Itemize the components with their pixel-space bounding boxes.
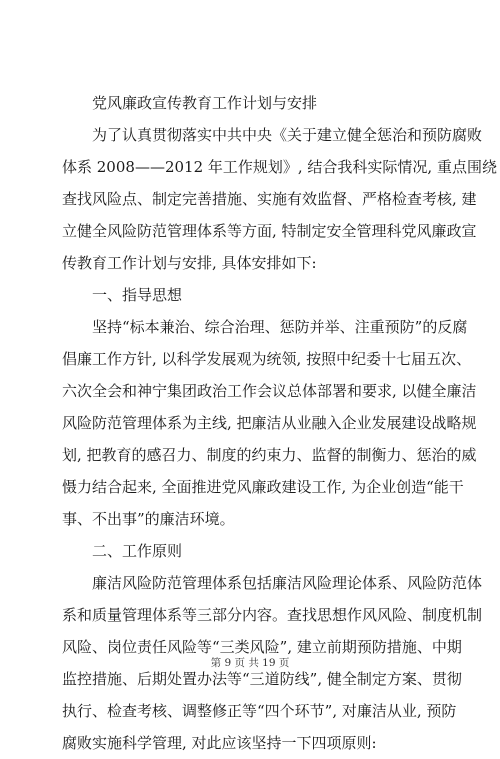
text-line: 立健全风险防范管理体系等方面, 特制定安全管理科党风廉政宣 (62, 222, 477, 240)
paragraph (62, 311, 477, 535)
document-title: 党风廉政宣传教育工作计划与安排 (92, 94, 318, 112)
text-line: 为了认真贯彻落实中共中央《关于建立健全惩治和预防腐败 (92, 126, 483, 144)
text-line: 监控措施、后期处置办法等“三道防线”, 健全制定方案、贯彻 (62, 670, 462, 688)
paragraph (62, 119, 497, 279)
text-line: 事、不出事”的廉洁环境。 (62, 510, 235, 528)
text-line: 腐败实施科学管理, 对此应该坚持一下四项原则: (62, 734, 377, 752)
text-line: 一、指导思想 (92, 286, 183, 304)
paragraph (62, 535, 448, 567)
text-line: 六次全会和神宁集团政治工作会议总体部署和要求, 以健全廉洁 (62, 382, 477, 400)
text-line: 划, 把教育的感召力、制度的约束力、监督的制衡力、惩治的威 (62, 446, 477, 464)
text-line: 查找风险点、制定完善措施、实施有效监督、严格检查考核, 建 (62, 190, 477, 208)
page-footer: 第 9 页 共 19 页 (210, 657, 290, 669)
text-line: 坚持“标本兼治、综合治理、惩防并举、注重预防”的反腐 (92, 318, 468, 336)
text-line: 二、工作原则 (92, 542, 183, 560)
text-line: 风险、岗位责任风险等“三类风险”, 建立前期预防措施、中期 (62, 638, 462, 656)
text-line: 系和质量管理体系等三部分内容。查找思想作风风险、制度机制 (62, 606, 483, 624)
text-line: 倡廉工作方针, 以科学发展观为统领, 按照中纪委十七届五次、 (62, 350, 472, 368)
text-line: 慑力结合起来, 全面推进党风廉政建设工作, 为企业创造“能干 (62, 478, 464, 496)
text-line: 体系 2008——2012 年工作规划》, 结合我科实际情况, 重点围绕 (62, 158, 497, 176)
text-line: 传教育工作计划与安排, 具体安排如下: (62, 254, 317, 272)
text-line: 风险防范管理体系为主线, 把廉洁从业融入企业发展建设战略规 (62, 414, 477, 432)
text-line: 廉洁风险防范管理体系包括廉洁风险理论体系、风险防范体 (92, 574, 483, 592)
text-line: 执行、检查考核、调整修正等“四个环节”, 对廉洁从业, 预防 (62, 702, 457, 720)
paragraph (62, 279, 448, 311)
